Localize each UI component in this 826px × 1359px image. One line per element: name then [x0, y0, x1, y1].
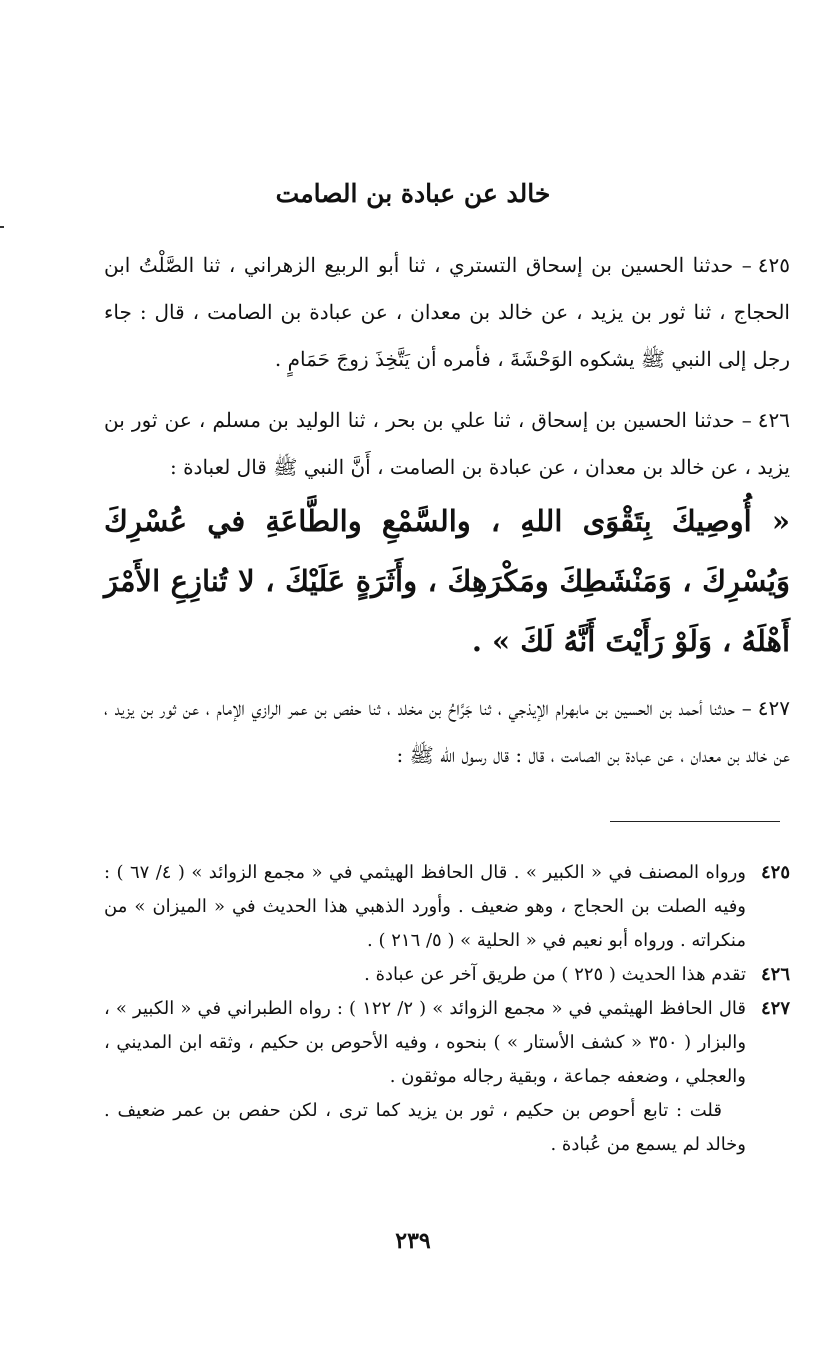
footnote-separator [610, 821, 780, 822]
footnote-427 [104, 992, 790, 1162]
footnote-number: ٤٢٧ [760, 998, 790, 1019]
footnotes [104, 856, 790, 1162]
footnote-paragraph: قال الحافظ الهيثمي في « مجمع الزوائد » ( ٢/ ١٢٢ ) : رواه الطبراني في « الكبير » ، والبزار ( ٣٥٠ « كشف الأستار » ) بنحوه ، وفيه الأحوص بن حكيم ، وثقه ابن المديني ، والعجلي ، وضعفه جماعة ، وبقية رجاله موثقون . [104, 998, 747, 1087]
main-text [104, 242, 790, 779]
footnote-paragraph: تقدم هذا الحديث ( ٢٢٥ ) من طريق آخر عن عبادة . [364, 964, 746, 985]
hadith-text: – حدثنا الحسين بن إسحاق التستري ، ثنا أبو الربيع الزهراني ، ثنا الصَّلْتُ ابن الحجاج ، ثنا ثور بن يزيد ، عن خالد بن معدان ، عن عبادة بن الصامت ، قال : جاء رجل إلى النبي ﷺ يشكوه الوَحْشَةَ ، فأمره أن يَتَّخِذَ زوجَ حَمَامٍ . [104, 253, 790, 371]
footnote-number: ٤٢٦ [760, 964, 790, 985]
footnote-paragraph: ورواه المصنف في « الكبير » . قال الحافظ الهيثمي في « مجمع الزوائد » ( ٤/ ٦٧ ) : وفيه الصلت بن الحجاج ، وهو ضعيف . وأورد الذهبي هذا الحديث في « الميزان » من منكراته . ورواه أبو نعيم في « الحلية » ( ٥/ ٢١٦ ) . [104, 862, 746, 951]
hadith-426 [104, 397, 790, 491]
footnote-425 [104, 856, 790, 958]
section-title: خالد عن عبادة بن الصامت [275, 179, 551, 208]
footnote-426 [104, 958, 790, 992]
hadith-number: ٤٢٦ [757, 408, 790, 432]
hadith-text: – حدثنا أحمد بن الحسين بن مابهرام الإيذجي ، ثنا جَرَّاحُ بن مخلد ، ثنا حفص بن عمر الرازي الإمام ، عن ثور بن يزيد ، عن خالد بن معدان ، عن عبادة بن الصامت ، قال : قال رسول الله ﷺ : [104, 696, 790, 767]
hadith-427 [104, 685, 790, 779]
hadith-number: ٤٢٧ [757, 696, 790, 720]
page-number: ٢٣٩ [395, 1228, 431, 1254]
hadith-426-quote: « أُوصِيكَ بِتَقْوَى اللهِ ، والسَّمْعِ والطَّاعَةِ في عُسْرِكَ وَيُسْرِكَ ، وَمَنْشَطِكَ ومَكْرَهِكَ ، وأَثَرَةٍ عَلَيْكَ ، لا تُنازِعِ الأَمْرَ أَهْلَهُ ، وَلَوْ رَأَيْتَ أَنَّهُ لَكَ » . [104, 504, 790, 658]
hadith-number: ٤٢٥ [757, 253, 790, 277]
scan-edge-mark [0, 226, 4, 228]
hadith-425 [104, 242, 790, 383]
footnote-paragraph: قلت : تابع أحوص بن حكيم ، ثور بن يزيد كما ترى ، لكن حفص بن عمر ضعيف . وخالد لم يسمع من عُبادة . [104, 1100, 746, 1155]
footnote-text [104, 992, 746, 1162]
footnote-text [104, 856, 746, 958]
footnote-text [104, 958, 746, 992]
hadith-text: – حدثنا الحسين بن إسحاق ، ثنا علي بن بحر ، ثنا الوليد بن مسلم ، عن ثور بن يزيد ، عن خالد بن معدان ، عن عبادة بن الصامت ، أَنَّ النبي ﷺ قال لعبادة : [104, 408, 790, 479]
footnote-number: ٤٢٥ [760, 862, 790, 883]
